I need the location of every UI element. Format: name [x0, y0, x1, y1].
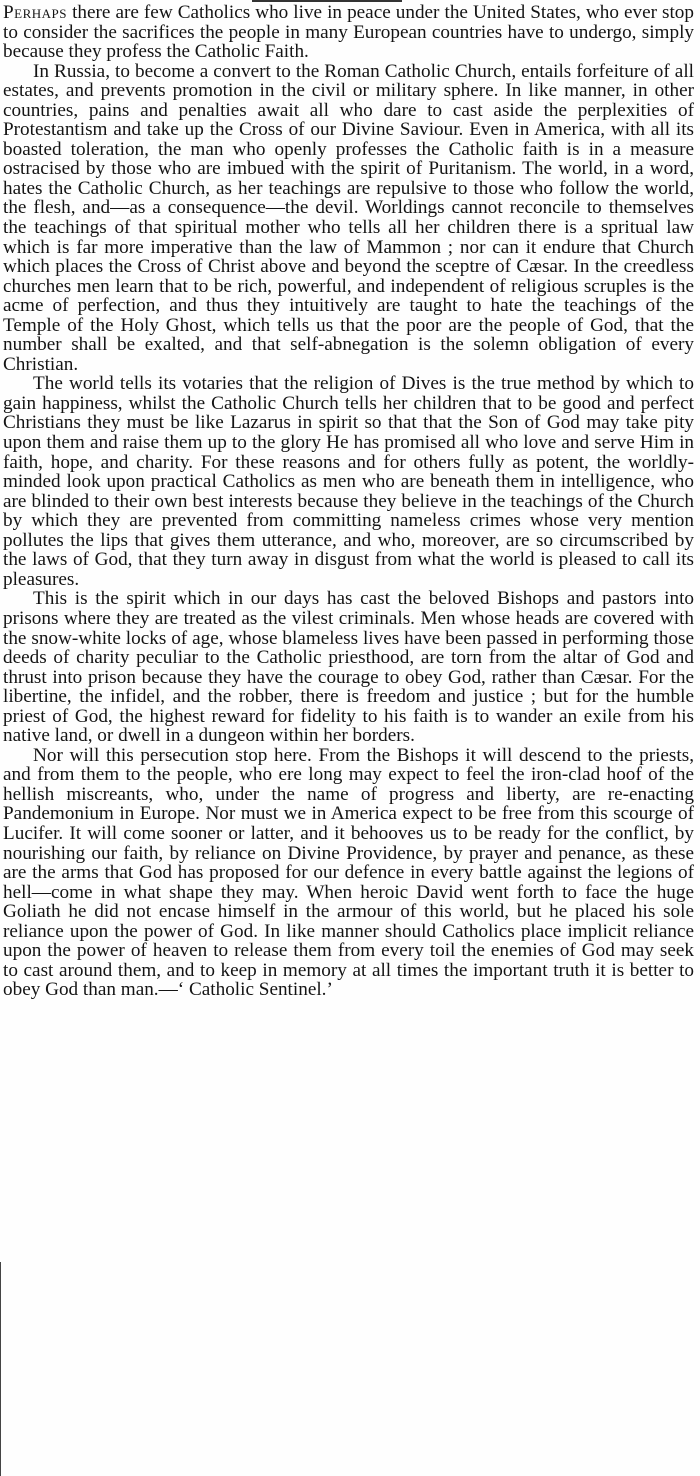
left-column-rule [0, 1262, 1, 1476]
paragraph-4: This is the spirit which in our days has cast the beloved Bishops and pastors into prisons where they are treated as the vilest criminals. Men whose heads are covered with the snow-white locks of age, whose blameless lives have been passed in performing those deeds of charity peculiar to the Catholic priesthood, are torn from the altar of God and thrust into prison because they have the courage to obey God, rather than Cæsar. For the libertine, the infidel, and the robber, there is freedom and justice ; but for the humble priest of God, the highest reward for fidelity to his faith is to wander an exile from his native land, or dwell in a dungeon within her borders. [3, 588, 694, 747]
lead-word: Perhaps [3, 2, 68, 23]
top-column-rule [252, 0, 402, 5]
article-body [3, 3, 694, 1000]
paragraph-1 [3, 3, 694, 62]
paragraph-2: In Russia, to become a convert to the Roman Catholic Church, entails forfeiture of all estates, and prevents promotion in the civil or military sphere. In like manner, in other countries, pains and penalties await all who dare to cast aside the perplexities of Protestantism and take up the Cross of our Divine Saviour. Even in America, with all its boasted toleration, the man who openly professes the Catholic faith is in a measure ostracised by those who are imbued with the spirit of Puritanism. The world, in a word, hates the Catholic Church, as her teachings are repulsive to those who follow the world, the flesh, and—as a consequence—the devil. Worldings cannot reconcile to themselves the teachings of that spiritual mother who tells all her children there is a spritual law which is far more imperative than the law of Mammon ; nor can it endure that Church which places the Cross of Christ above and beyond the sceptre of Cæsar. In the creedless churches men learn that to be rich, powerful, and independent of religious scruples is the acme of perfection, and thus they intuitively are taught to hate the teachings of the Temple of the Holy Ghost, which tells us that the poor are the people of God, that the number shall be exalted, and that self-abnegation is the solemn obligation of every Christian. [3, 60, 694, 375]
paragraph-1-text: there are few Catholics who live in peace under the United States, who ever stop to consider the sacrifices the people in many European countries have to undergo, simply because they profess the Catholic Faith. [3, 2, 694, 63]
paragraph-3: The world tells its votaries that the religion of Dives is the true method by which to gain happiness, whilst the Catholic Church tells her children that to be good and perfect Christians they must be like Lazarus in spirit so that that the Son of God may take pity upon them and raise them up to the glory He has promised all who love and serve Him in faith, hope, and charity. For these reasons and for others fully as potent, the worldly-minded look upon practical Catholics as men who are beneath them in intelligence, who are blinded to their own best interests because they believe in the teachings of the Church by which they are prevented from committing nameless crimes whose very mention pollutes the lips that gives them utterance, and who, moreover, are so circumscribed by the laws of God, that they turn away in disgust from what the world is pleased to call its pleasures. [3, 373, 694, 590]
paragraph-5: Nor will this persecution stop here. From the Bishops it will descend to the priests, and from them to the people, who ere long may expect to feel the iron-clad hoof of the hellish miscreants, who, under the name of progress and liberty, are re-enacting Pandemonium in Europe. Nor must we in America expect to be free from this scourge of Lucifer. It will come sooner or latter, and it behooves us to be ready for the conflict, by nourishing our faith, by reliance on Divine Providence, by prayer and penance, as these are the arms that God has proposed for our defence in every battle against the legions of hell—come in what shape they may. When heroic David went forth to face the huge Goliath he did not encase himself in the armour of this world, but he placed his sole reliance upon the power of God. In like manner should Catholics place implicit reliance upon the power of heaven to release them from every toil the enemies of God may seek to cast around them, and to keep in memory at all times the important truth it is better to obey God than man.—‘ Catholic Sentinel.’ [3, 744, 694, 1001]
